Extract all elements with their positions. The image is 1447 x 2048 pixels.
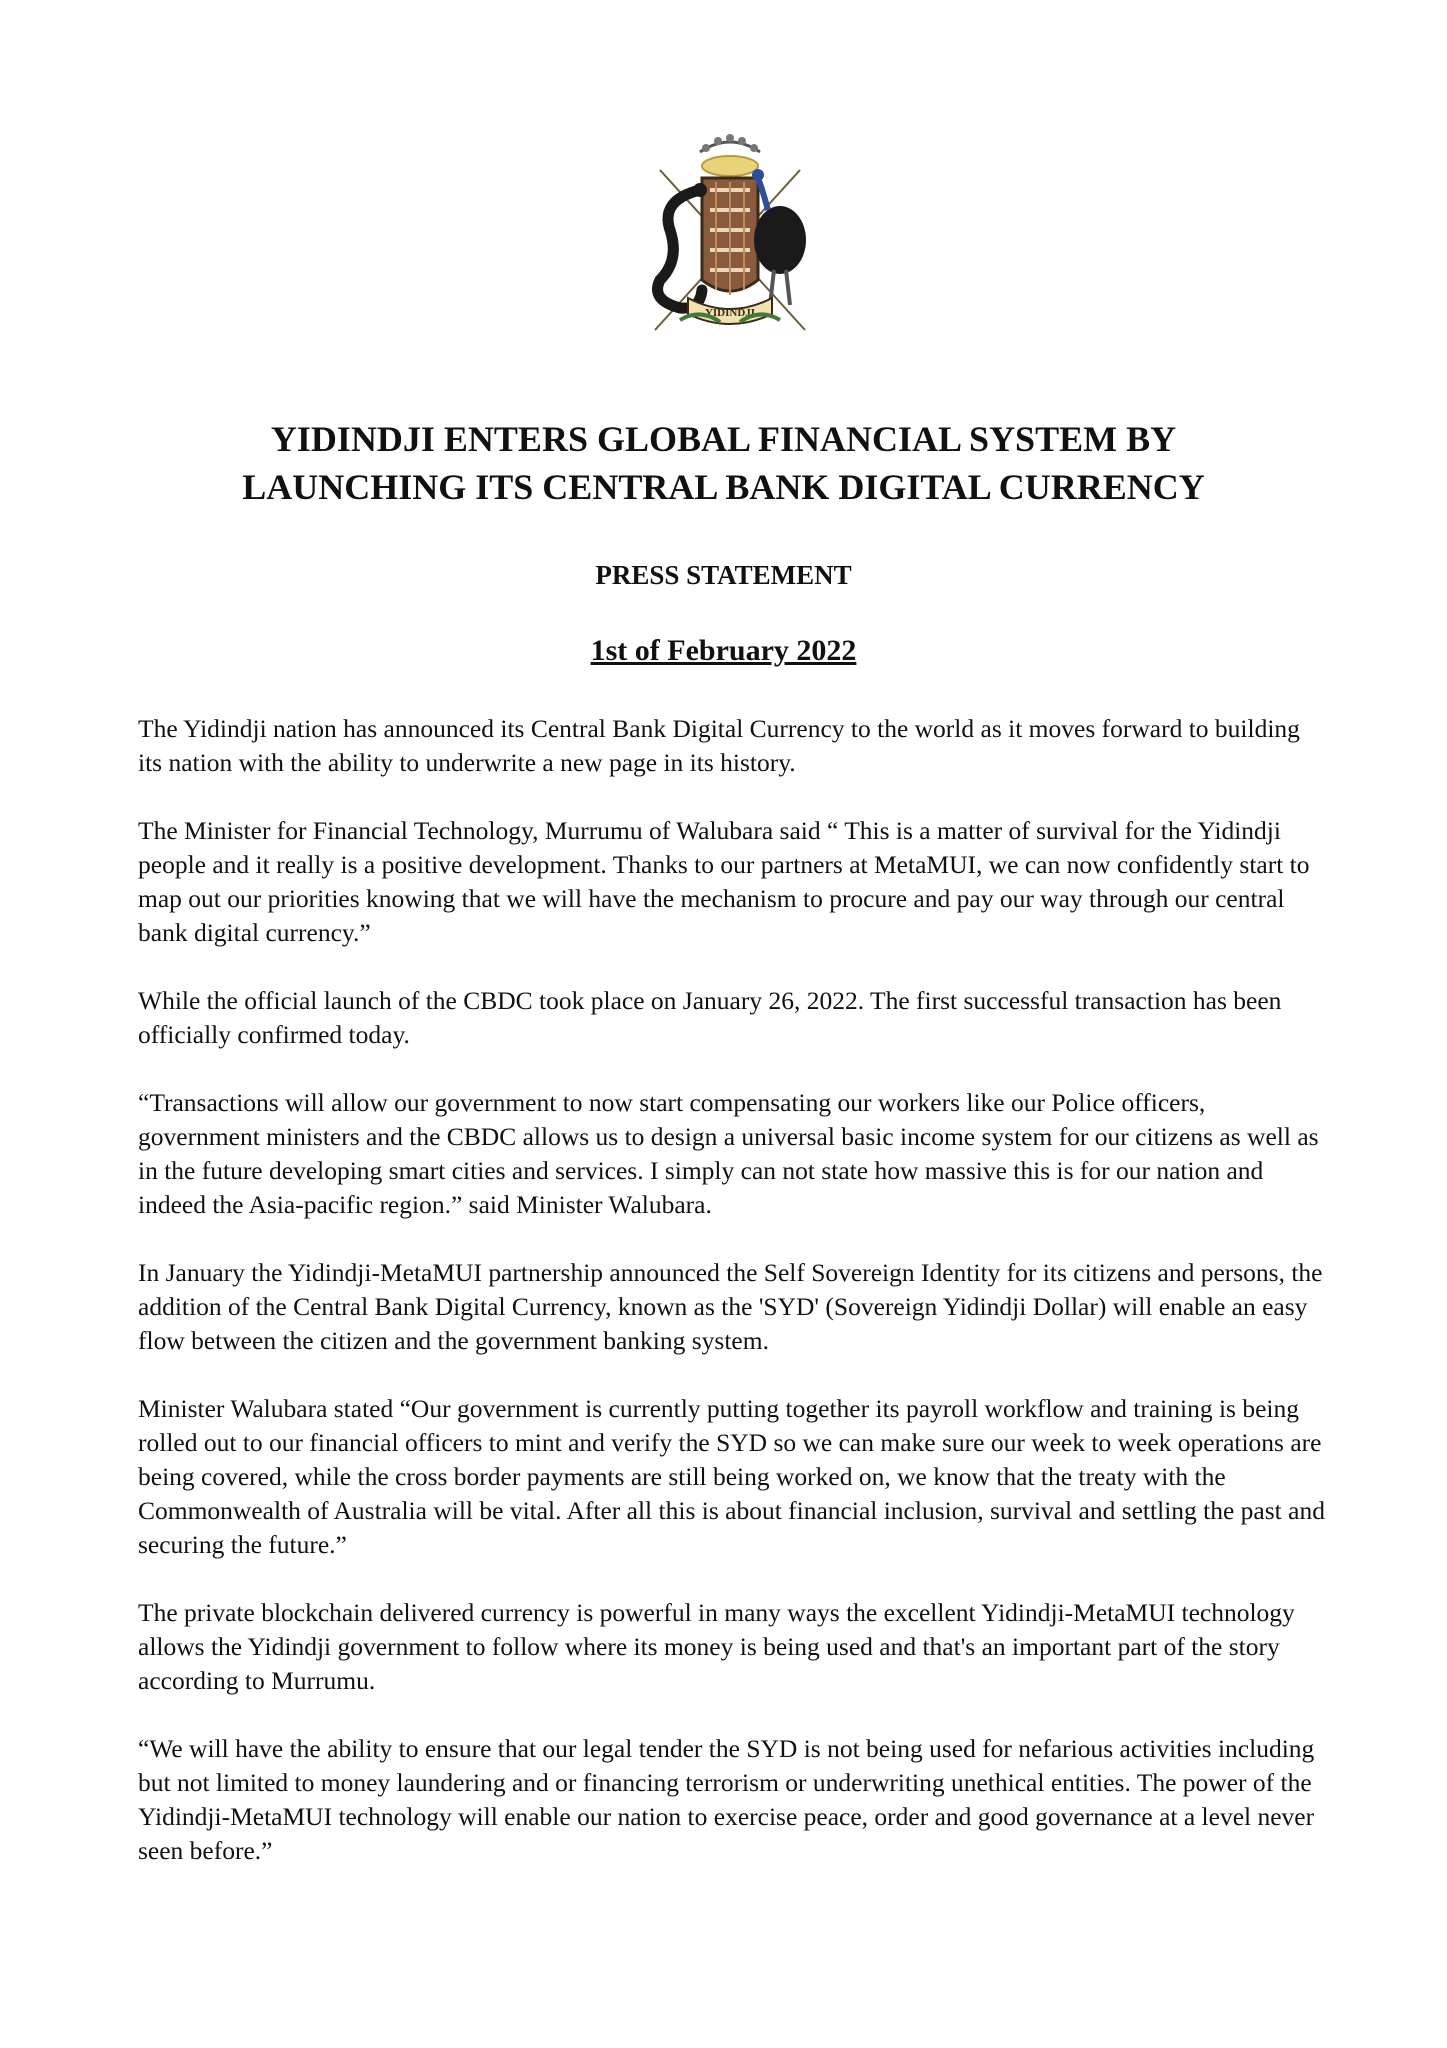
paragraph: The Minister for Financial Technology, Murrumu of Walubara said “ This is a matter of survival for the Yidindji people and it really is a positive development. Thanks to our partners at MetaMUI, we can now confidently start to map out our priorities knowing that we will have the mechanism to procure and pay our way through our central bank digital currency.” [138,816,1310,947]
paragraph: “Transactions will allow our government to now start compensating our workers like our Police officers, government ministers and the CBDC allows us to design a universal basic income system for our citizens as well as in the future developing smart cities and services. I simply can not state how massive this is for our nation and indeed the Asia-pacific region.” said Minister Walubara. [138,1088,1319,1219]
headline-line-1: YIDINDJI ENTERS GLOBAL FINANCIAL SYSTEM BY [270,419,1177,459]
paragraph: “We will have the ability to ensure that our legal tender the SYD is not being used for nefarious activities including but not limited to money laundering and or financing terrorism or underwriting unethical entities. The power of the Yidindji-MetaMUI technology will enable our nation to exercise peace, order and good governance at a level never seen before.” [138,1734,1315,1865]
paragraph: While the official launch of the CBDC took place on January 26, 2022. The first successful transaction has been officially confirmed today. [138,986,1282,1049]
coat-of-arms-emblem [640,130,820,340]
crest-banner-text: YIDINDJI [704,307,756,319]
release-date: 1st of February 2022 [590,634,857,667]
paragraph: The Yidindji nation has announced its Central Bank Digital Currency to the world as it moves forward to building its nation with the ability to underwrite a new page in its history. [138,714,1300,777]
crest-graphic [640,130,820,340]
paragraph: In January the Yidindji-MetaMUI partnership announced the Self Sovereign Identity for its citizens and persons, the addition of the Central Bank Digital Currency, known as the 'SYD' (Sovereign Yidindji Dollar) will enable an easy flow between the citizen and the government banking system. [138,1258,1323,1355]
press-release-headline [120,415,1327,511]
headline-line-2: LAUNCHING ITS CENTRAL BANK DIGITAL CURRENCY [242,467,1205,507]
paragraph: Minister Walubara stated “Our government is currently putting together its payroll workflow and training is being rolled out to our financial officers to mint and verify the SYD so we can make sure our week to week operations are being covered, while the cross border payments are still being worked on, we know that the treaty with the Commonwealth of Australia will be vital. After all this is about financial inclusion, survival and settling the past and securing the future.” [138,1394,1325,1559]
statement-body [138,712,1328,1902]
paragraph: The private blockchain delivered currency is powerful in many ways the excellent Yidindji-MetaMUI technology allows the Yidindji government to follow where its money is being used and that's an important part of the story according to Murrumu. [138,1598,1295,1695]
press-statement-label: PRESS STATEMENT [595,560,852,590]
